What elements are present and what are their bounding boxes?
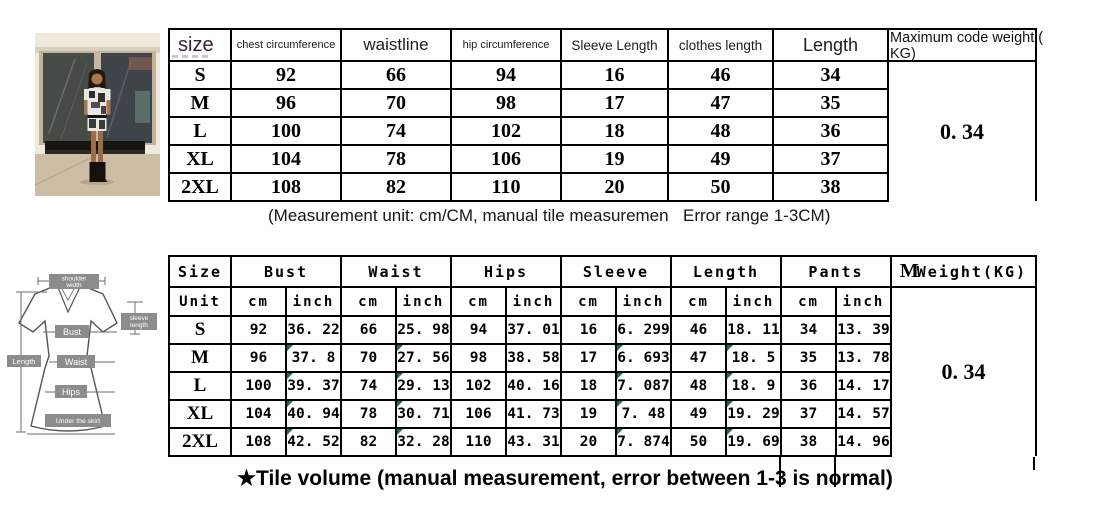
size-cell: M <box>169 344 231 372</box>
sleeve-length-label: sleeve <box>129 315 149 322</box>
value-cell: 82 <box>341 173 451 201</box>
value-cell: 47 <box>671 344 726 372</box>
value-cell: 48 <box>671 372 726 400</box>
value-cell: 36 <box>781 372 836 400</box>
length-label: Length <box>12 357 36 366</box>
value-cell: 108 <box>231 173 341 201</box>
value-cell: 100 <box>231 372 286 400</box>
value-cell: 98 <box>451 89 561 117</box>
value-cell: 6. 299 <box>616 316 671 344</box>
value-cell: 20 <box>561 428 616 456</box>
value-cell: 18. 9 <box>726 372 781 400</box>
col-header-waistline: waistline <box>341 29 451 61</box>
size-cell: S <box>169 316 231 344</box>
value-cell: 74 <box>341 117 451 145</box>
unit-cell: cm <box>451 287 506 316</box>
svg-text:length: length <box>130 322 148 329</box>
artifact-dashes <box>172 55 208 58</box>
under-skirt-label: Under the skirt <box>55 418 101 425</box>
value-cell: 41. 73 <box>506 400 561 428</box>
value-cell: 98 <box>451 344 506 372</box>
model-photo <box>35 33 160 196</box>
waist-label: Waist <box>64 357 88 367</box>
col-header-length: Length <box>773 29 888 61</box>
top-table-body <box>169 61 1036 201</box>
value-cell: 18. 11 <box>726 316 781 344</box>
border-artifact <box>1033 457 1035 470</box>
value-cell: 37. 01 <box>506 316 561 344</box>
value-cell: 106 <box>451 145 561 173</box>
col-header-pants: Pants <box>781 256 891 287</box>
value-cell: 37 <box>781 400 836 428</box>
value-cell: 29. 13 <box>396 372 451 400</box>
bottom-table-body <box>169 287 1036 456</box>
value-cell: 43. 31 <box>506 428 561 456</box>
unit-cell: cm <box>671 287 726 316</box>
size-cell: S <box>169 61 231 89</box>
col-header-weight: MWeight(KG) <box>891 256 1036 287</box>
value-cell: 66 <box>341 61 451 89</box>
value-cell: 14. 17 <box>836 372 891 400</box>
col-header-size: size <box>169 29 231 61</box>
value-cell: 38. 58 <box>506 344 561 372</box>
max-weight-header-label: Maximum code weight ( KG) <box>890 30 1044 62</box>
col-header-clothes-length: clothes length <box>668 29 773 61</box>
max-weight-value: 0. 34 <box>888 61 1036 201</box>
value-cell: 38 <box>781 428 836 456</box>
unit-cell: inch <box>286 287 341 316</box>
value-cell: 19. 69 <box>726 428 781 456</box>
value-cell: 35 <box>773 89 888 117</box>
col-header-hip: hip circumference <box>451 29 561 61</box>
bottom-header-row <box>169 256 1036 287</box>
value-cell: 25. 98 <box>396 316 451 344</box>
unit-cell: cm <box>341 287 396 316</box>
value-cell: 110 <box>451 428 506 456</box>
value-cell: 48 <box>668 117 773 145</box>
col-header-sleeve-length: Sleeve Length <box>561 29 668 61</box>
value-cell: 42. 52 <box>286 428 341 456</box>
value-cell: 104 <box>231 400 286 428</box>
value-cell: 27. 56 <box>396 344 451 372</box>
value-cell: 32. 28 <box>396 428 451 456</box>
value-cell: 104 <box>231 145 341 173</box>
unit-cell: inch <box>396 287 451 316</box>
size-cell: 2XL <box>169 428 231 456</box>
value-cell: 100 <box>231 117 341 145</box>
value-cell: 39. 37 <box>286 372 341 400</box>
measure-labels <box>7 274 157 427</box>
value-cell: 16 <box>561 61 668 89</box>
value-cell: 74 <box>341 372 396 400</box>
value-cell: 92 <box>231 61 341 89</box>
size-cell: L <box>169 372 231 400</box>
value-cell: 37. 8 <box>286 344 341 372</box>
col-header-hips: Hips <box>451 256 561 287</box>
bust-label: Bust <box>62 327 82 337</box>
value-cell: 36 <box>773 117 888 145</box>
col-header-length: Length <box>671 256 781 287</box>
value-cell: 46 <box>671 316 726 344</box>
hips-label: Hips <box>61 387 81 397</box>
weight-value: 0. 34 <box>891 287 1036 456</box>
value-cell: 82 <box>341 428 396 456</box>
unit-cell: inch <box>836 287 891 316</box>
col-header-bust: Bust <box>231 256 341 287</box>
col-header-sleeve: Sleeve <box>561 256 671 287</box>
error-range-note: Error range 1-3CM) <box>683 206 831 225</box>
value-cell: 13. 78 <box>836 344 891 372</box>
value-cell: 18 <box>561 117 668 145</box>
value-cell: 47 <box>668 89 773 117</box>
size-row <box>169 61 1036 89</box>
value-cell: 102 <box>451 372 506 400</box>
value-cell: 18 <box>561 372 616 400</box>
size-cell: M <box>169 89 231 117</box>
value-cell: 78 <box>341 145 451 173</box>
window-reflection <box>129 57 152 70</box>
value-cell: 14. 96 <box>836 428 891 456</box>
value-cell: 94 <box>451 61 561 89</box>
unit-cell: cm <box>561 287 616 316</box>
value-cell: 30. 71 <box>396 400 451 428</box>
size-cell: XL <box>169 400 231 428</box>
value-cell: 13. 39 <box>836 316 891 344</box>
value-cell: 34 <box>773 61 888 89</box>
shoulder-width-label: shoulder <box>61 275 87 283</box>
value-cell: 18. 5 <box>726 344 781 372</box>
value-cell: 96 <box>231 89 341 117</box>
value-cell: 50 <box>671 428 726 456</box>
value-cell: 17 <box>561 344 616 372</box>
value-cell: 38 <box>773 173 888 201</box>
value-cell: 19. 29 <box>726 400 781 428</box>
value-cell: 7. 087 <box>616 372 671 400</box>
value-cell: 36. 22 <box>286 316 341 344</box>
value-cell: 108 <box>231 428 286 456</box>
value-cell: 49 <box>668 145 773 173</box>
value-cell: 19 <box>561 400 616 428</box>
garment-measurement-diagram <box>5 268 165 465</box>
value-cell: 70 <box>341 89 451 117</box>
value-cell: 110 <box>451 173 561 201</box>
value-cell: 94 <box>451 316 506 344</box>
value-cell: 78 <box>341 400 396 428</box>
unit-cell: Unit <box>169 287 231 316</box>
col-header-chest: chest circumference <box>231 29 341 61</box>
col-header-size: Size <box>169 256 231 287</box>
value-cell: 66 <box>341 316 396 344</box>
value-cell: 16 <box>561 316 616 344</box>
value-cell: 50 <box>668 173 773 201</box>
value-cell: 49 <box>671 400 726 428</box>
value-cell: 7. 48 <box>616 400 671 428</box>
value-cell: 106 <box>451 400 506 428</box>
value-cell: 102 <box>451 117 561 145</box>
size-cell: XL <box>169 145 231 173</box>
svg-text:width: width <box>66 282 82 289</box>
unit-cell: cm <box>781 287 836 316</box>
value-cell: 96 <box>231 344 286 372</box>
value-cell: 34 <box>781 316 836 344</box>
unit-cell: inch <box>616 287 671 316</box>
value-cell: 37 <box>773 145 888 173</box>
size-cell: L <box>169 117 231 145</box>
value-cell: 92 <box>231 316 286 344</box>
unit-cell: inch <box>506 287 561 316</box>
col-header-waist: Waist <box>341 256 451 287</box>
unit-cell: inch <box>726 287 781 316</box>
value-cell: 40. 16 <box>506 372 561 400</box>
value-cell: 7. 874 <box>616 428 671 456</box>
unit-row <box>169 287 1036 316</box>
value-cell: 20 <box>561 173 668 201</box>
unit-cell: cm <box>231 287 286 316</box>
size-cell: 2XL <box>169 173 231 201</box>
tile-volume-note: ★Tile volume (manual measurement, error between 1-3 is normal) <box>237 467 893 490</box>
value-cell: 40. 94 <box>286 400 341 428</box>
value-cell: 14. 57 <box>836 400 891 428</box>
value-cell: 19 <box>561 145 668 173</box>
bottom-size-table <box>168 255 1037 457</box>
value-cell: 6. 693 <box>616 344 671 372</box>
value-cell: 70 <box>341 344 396 372</box>
value-cell: 17 <box>561 89 668 117</box>
value-cell: 35 <box>781 344 836 372</box>
measurement-note: (Measurement unit: cm/CM, manual tile measuremen <box>268 206 669 225</box>
value-cell: 46 <box>668 61 773 89</box>
